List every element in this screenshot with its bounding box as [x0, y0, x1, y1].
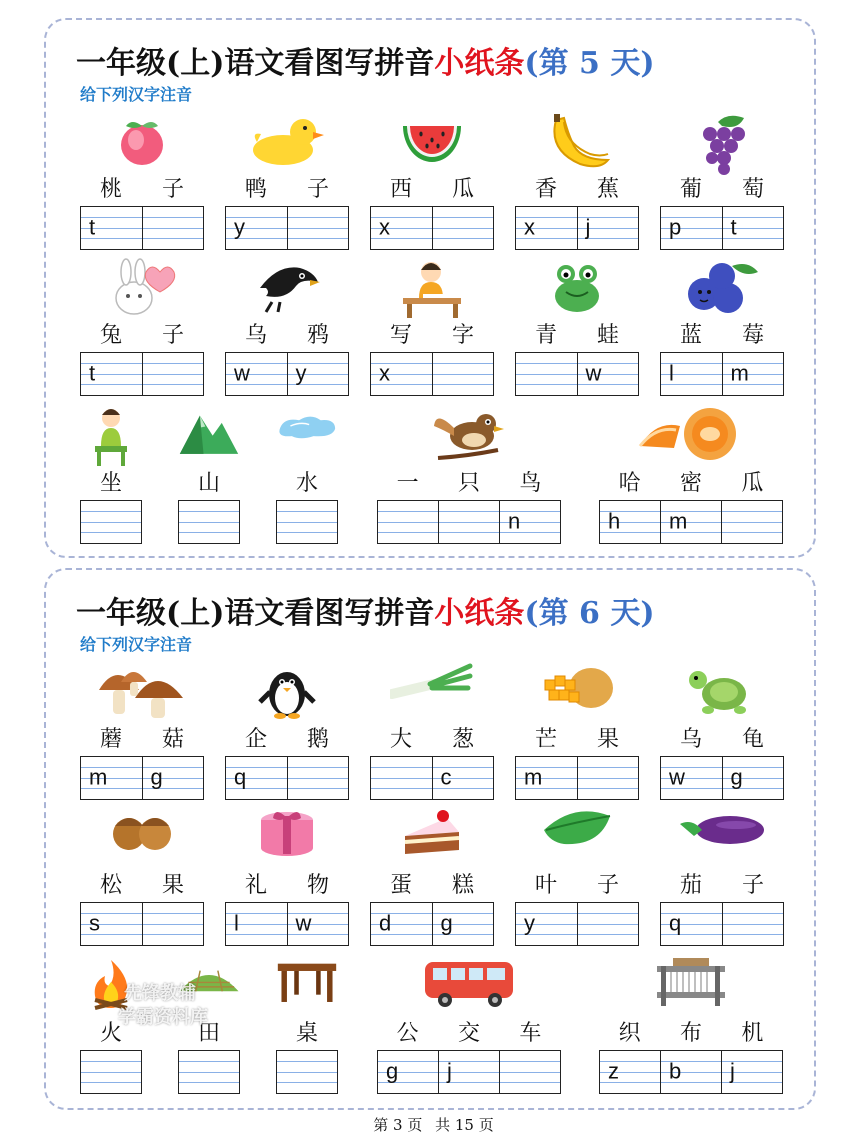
- pinyin-box[interactable]: [722, 501, 782, 543]
- pinyin-box[interactable]: [81, 353, 143, 395]
- hanzi-label: [225, 722, 349, 753]
- pinyin-writing-boxes: [370, 352, 494, 396]
- pinyin-writing-boxes: [225, 756, 349, 800]
- pinyin-writing-boxes: [377, 1050, 561, 1094]
- pinyin-initial: m: [669, 508, 688, 534]
- pinyin-box[interactable]: [661, 903, 723, 945]
- table-icon: [276, 956, 338, 1006]
- pinyin-initial: h: [608, 508, 621, 534]
- hanzi-char: 企: [244, 727, 267, 752]
- hanzi-char: 松: [99, 873, 122, 898]
- pinyin-box[interactable]: [578, 207, 639, 249]
- penguin-icon: [225, 662, 349, 720]
- worksheet-day5: [44, 18, 816, 558]
- pinyin-box[interactable]: [226, 757, 288, 799]
- pinyin-writing-boxes: [225, 206, 349, 250]
- pinyin-box[interactable]: [578, 353, 639, 395]
- pinyin-box[interactable]: [661, 501, 722, 543]
- pinyin-box[interactable]: [143, 757, 204, 799]
- pinyin-initial: d: [379, 910, 392, 936]
- pinyin-box[interactable]: [433, 353, 494, 395]
- pinyin-initial: j: [585, 214, 591, 240]
- worksheet-title: 一年级(上)语文看图写拼音小纸条(第 6 天): [76, 596, 655, 631]
- pinyin-box[interactable]: [371, 353, 433, 395]
- pinyin-writing-boxes: [370, 756, 494, 800]
- hanzi-char: 西: [389, 177, 412, 202]
- pinyin-box[interactable]: [439, 501, 500, 543]
- hanzi-label: [225, 172, 349, 203]
- pinyin-initial: t: [89, 360, 96, 386]
- pinyin-box[interactable]: [433, 757, 494, 799]
- hanzi-char: 水: [295, 471, 318, 496]
- hanzi-label: [660, 172, 784, 203]
- hanzi-label: [370, 318, 494, 349]
- hanzi-char: 兔: [99, 323, 122, 348]
- hanzi-char: 只: [457, 471, 480, 496]
- hanzi-label: [377, 1016, 561, 1047]
- hanzi-char: 蛋: [389, 873, 412, 898]
- pinyin-box[interactable]: [500, 501, 560, 543]
- hanzi-char: 葡: [679, 177, 702, 202]
- hanzi-char: 子: [161, 323, 184, 348]
- hanzi-char: 一: [396, 471, 419, 496]
- cake-icon: [370, 808, 494, 858]
- mango-icon: [515, 662, 639, 716]
- pinyin-initial: x: [379, 360, 390, 386]
- pinyin-writing-boxes: [599, 1050, 783, 1094]
- pinyin-writing-boxes: [370, 902, 494, 946]
- pinyin-box[interactable]: [600, 501, 661, 543]
- pinyin-box[interactable]: [288, 757, 349, 799]
- hanzi-char: 子: [306, 177, 329, 202]
- hanzi-label: [370, 868, 494, 899]
- instruction-text: 给下列汉字注音: [80, 85, 193, 104]
- pinyin-writing-boxes: [178, 1050, 240, 1094]
- hanzi-char: 青: [534, 323, 557, 348]
- pinyin-box[interactable]: [81, 757, 143, 799]
- hanzi-char: 公: [396, 1021, 419, 1046]
- hanzi-char: 哈: [618, 471, 641, 496]
- hanzi-label: [599, 466, 783, 497]
- pinyin-initial: n: [508, 508, 521, 534]
- hanzi-char: 瓜: [741, 471, 764, 496]
- hanzi-char: 果: [596, 727, 619, 752]
- pinyin-writing-boxes: [276, 500, 338, 544]
- pinyin-box[interactable]: [661, 207, 723, 249]
- hanzi-label: [660, 318, 784, 349]
- pinyin-box[interactable]: [277, 501, 337, 543]
- hanzi-char: 田: [197, 1021, 220, 1046]
- pinyin-initial: c: [440, 764, 452, 790]
- hanzi-char: 鹅: [306, 727, 329, 752]
- hanzi-char: 织: [618, 1021, 641, 1046]
- pinyin-box[interactable]: [288, 207, 349, 249]
- rabbit-icon: [80, 258, 204, 318]
- hanzi-char: 香: [534, 177, 557, 202]
- pinyin-writing-boxes: [80, 902, 204, 946]
- pinyin-box[interactable]: [143, 207, 204, 249]
- peach-icon: [80, 112, 204, 172]
- hanzi-char: 蘑: [99, 727, 122, 752]
- pinyin-box[interactable]: [433, 207, 494, 249]
- pinyin-initial: m: [89, 764, 108, 790]
- pinyin-writing-boxes: [515, 902, 639, 946]
- hanzi-label: [178, 466, 240, 497]
- hanzi-char: 坐: [99, 471, 122, 496]
- hanzi-label: [515, 722, 639, 753]
- hanzi-char: 糕: [451, 873, 474, 898]
- banana-icon: [515, 112, 639, 172]
- pinyin-box[interactable]: [81, 501, 141, 543]
- hanzi-label: [660, 722, 784, 753]
- pinyin-initial: y: [234, 214, 245, 240]
- pinyin-box[interactable]: [226, 903, 288, 945]
- hanzi-char: 萄: [741, 177, 764, 202]
- hanzi-char: 鸭: [244, 177, 267, 202]
- frog-icon: [515, 258, 639, 316]
- pinyin-initial: l: [234, 910, 239, 936]
- pinyin-initial: g: [150, 764, 163, 790]
- pinyin-writing-boxes: [660, 902, 784, 946]
- watermark: 先锋教辅 学霸资料库: [118, 983, 208, 1028]
- instruction-text: 给下列汉字注音: [80, 635, 193, 654]
- hanzi-char: 大: [389, 727, 412, 752]
- pinyin-box[interactable]: [371, 757, 433, 799]
- hanzi-label: [599, 1016, 783, 1047]
- pinyin-box[interactable]: [226, 353, 288, 395]
- pinyin-box[interactable]: [179, 501, 239, 543]
- blueberry-icon: [660, 258, 784, 318]
- pinyin-initial: x: [524, 214, 535, 240]
- sitting-child-icon: [80, 406, 142, 468]
- pinyin-writing-boxes: [599, 500, 783, 544]
- hanzi-char: 鸦: [306, 323, 329, 348]
- pinyin-box[interactable]: [722, 1051, 782, 1093]
- pinyin-writing-boxes: [370, 206, 494, 250]
- pinyin-writing-boxes: [660, 206, 784, 250]
- hanzi-label: [276, 1016, 338, 1047]
- pinyin-box[interactable]: [661, 757, 723, 799]
- hanzi-label: [80, 868, 204, 899]
- pinyin-initial: s: [89, 910, 100, 936]
- hanzi-char: 叶: [534, 873, 557, 898]
- page-footer: [0, 1114, 867, 1135]
- pinyin-initial: g: [440, 910, 453, 936]
- page-number: 第 3 页: [373, 1116, 423, 1134]
- pinyin-writing-boxes: [80, 1050, 142, 1094]
- pinyin-box[interactable]: [723, 353, 784, 395]
- hanzi-char: 莓: [741, 323, 764, 348]
- hanzi-char: 芒: [534, 727, 557, 752]
- cantaloupe-icon: [599, 406, 783, 464]
- hanzi-label: [370, 172, 494, 203]
- pinyin-writing-boxes: [80, 206, 204, 250]
- hanzi-char: 礼: [244, 873, 267, 898]
- hanzi-char: 物: [306, 873, 329, 898]
- worksheet-title: 一年级(上)语文看图写拼音小纸条(第 5 天): [76, 46, 655, 81]
- hanzi-char: 龟: [741, 727, 764, 752]
- hanzi-char: 交: [457, 1021, 480, 1046]
- hanzi-char: 车: [519, 1021, 542, 1046]
- crow-icon: [225, 258, 349, 314]
- pinyin-initial: y: [295, 360, 307, 386]
- pinyin-writing-boxes: [660, 352, 784, 396]
- mushroom-icon: [80, 662, 204, 722]
- pinyin-writing-boxes: [225, 902, 349, 946]
- pinyin-writing-boxes: [225, 352, 349, 396]
- pinyin-box[interactable]: [226, 207, 288, 249]
- hanzi-char: 桃: [99, 177, 122, 202]
- pinyin-writing-boxes: [515, 352, 639, 396]
- pinyin-box[interactable]: [600, 1051, 661, 1093]
- hanzi-char: 蛙: [596, 323, 619, 348]
- pinyin-box[interactable]: [578, 757, 639, 799]
- pinyin-box[interactable]: [516, 757, 578, 799]
- pinyin-initial: t: [730, 214, 737, 240]
- gift-icon: [225, 808, 349, 856]
- pinyin-box[interactable]: [288, 353, 349, 395]
- page-total: 共 15 页: [435, 1116, 494, 1134]
- pinyin-box[interactable]: [371, 903, 433, 945]
- hanzi-char: 山: [197, 471, 220, 496]
- bird-icon: [377, 406, 561, 470]
- hanzi-label: [515, 318, 639, 349]
- hanzi-char: 茄: [679, 873, 702, 898]
- hanzi-label: [80, 172, 204, 203]
- hanzi-char: 子: [741, 873, 764, 898]
- hanzi-label: [80, 722, 204, 753]
- hanzi-label: [225, 868, 349, 899]
- hanzi-char: 鸟: [519, 471, 542, 496]
- hanzi-label: [80, 318, 204, 349]
- pinyin-box[interactable]: [516, 207, 578, 249]
- hanzi-label: [377, 466, 561, 497]
- hanzi-char: 子: [161, 177, 184, 202]
- pinyin-box[interactable]: [371, 207, 433, 249]
- pinyin-box[interactable]: [516, 353, 578, 395]
- pinyin-box[interactable]: [179, 1051, 239, 1093]
- pinyin-box[interactable]: [433, 903, 494, 945]
- pinyin-writing-boxes: [276, 1050, 338, 1094]
- pinyin-box[interactable]: [439, 1051, 500, 1093]
- hanzi-char: 字: [451, 323, 474, 348]
- pinyin-box[interactable]: [81, 1051, 141, 1093]
- hanzi-char: 布: [679, 1021, 702, 1046]
- pinyin-box[interactable]: [578, 903, 639, 945]
- pinyin-initial: q: [234, 764, 247, 790]
- hanzi-char: 葱: [451, 727, 474, 752]
- pinyin-box[interactable]: [661, 1051, 722, 1093]
- pinyin-writing-boxes: [660, 756, 784, 800]
- hanzi-char: 机: [741, 1021, 764, 1046]
- pinyin-box[interactable]: [500, 1051, 560, 1093]
- pinyin-box[interactable]: [378, 1051, 439, 1093]
- hanzi-label: [370, 722, 494, 753]
- pinyin-initial: m: [730, 360, 749, 386]
- water-icon: [276, 406, 338, 446]
- hanzi-char: 桌: [295, 1021, 318, 1046]
- pinyin-initial: p: [669, 214, 682, 240]
- pinecone-icon: [80, 808, 204, 856]
- hanzi-char: 子: [596, 873, 619, 898]
- mountain-icon: [178, 406, 240, 458]
- pinyin-writing-boxes: [80, 500, 142, 544]
- pinyin-box[interactable]: [723, 757, 784, 799]
- eggplant-icon: [660, 808, 784, 848]
- pinyin-box[interactable]: [277, 1051, 337, 1093]
- pinyin-box[interactable]: [143, 903, 204, 945]
- pinyin-box[interactable]: [81, 903, 143, 945]
- pinyin-initial: y: [524, 910, 535, 936]
- hanzi-label: [515, 868, 639, 899]
- pinyin-initial: w: [669, 764, 685, 790]
- turtle-icon: [660, 662, 784, 718]
- pinyin-writing-boxes: [80, 756, 204, 800]
- bus-icon: [377, 956, 561, 1010]
- hanzi-label: [515, 172, 639, 203]
- pinyin-box[interactable]: [723, 207, 784, 249]
- pinyin-initial: t: [89, 214, 96, 240]
- hanzi-char: 写: [389, 323, 412, 348]
- grape-icon: [660, 112, 784, 176]
- pinyin-box[interactable]: [288, 903, 349, 945]
- pinyin-initial: j: [730, 1058, 735, 1084]
- writing-child-icon: [370, 258, 494, 320]
- hanzi-char: 果: [161, 873, 184, 898]
- hanzi-label: [660, 868, 784, 899]
- hanzi-char: 乌: [244, 323, 267, 348]
- leaf-icon: [515, 808, 639, 852]
- pinyin-initial: w: [585, 360, 602, 386]
- pinyin-box[interactable]: [723, 903, 784, 945]
- pinyin-writing-boxes: [80, 352, 204, 396]
- pinyin-initial: w: [234, 360, 250, 386]
- hanzi-char: 蓝: [679, 323, 702, 348]
- hanzi-label: [276, 466, 338, 497]
- hanzi-char: 菇: [161, 727, 184, 752]
- hanzi-char: 乌: [679, 727, 702, 752]
- hanzi-char: 蕉: [596, 177, 619, 202]
- pinyin-initial: x: [379, 214, 390, 240]
- hanzi-label: [225, 318, 349, 349]
- pinyin-writing-boxes: [178, 500, 240, 544]
- pinyin-initial: g: [386, 1058, 399, 1084]
- pinyin-initial: q: [669, 910, 682, 936]
- pinyin-initial: z: [608, 1058, 619, 1084]
- pinyin-writing-boxes: [515, 206, 639, 250]
- pinyin-initial: w: [295, 910, 312, 936]
- scallion-icon: [370, 662, 494, 706]
- hanzi-label: [80, 466, 142, 497]
- pinyin-box[interactable]: [661, 353, 723, 395]
- hanzi-char: 瓜: [451, 177, 474, 202]
- loom-icon: [599, 956, 783, 1008]
- hanzi-char: 密: [679, 471, 702, 496]
- duck-icon: [225, 112, 349, 168]
- pinyin-box[interactable]: [378, 501, 439, 543]
- pinyin-box[interactable]: [81, 207, 143, 249]
- pinyin-initial: j: [447, 1058, 452, 1084]
- pinyin-box[interactable]: [143, 353, 204, 395]
- pinyin-initial: l: [669, 360, 674, 386]
- pinyin-initial: b: [669, 1058, 682, 1084]
- hanzi-char: 火: [99, 1021, 122, 1046]
- pinyin-box[interactable]: [516, 903, 578, 945]
- pinyin-initial: g: [730, 764, 743, 790]
- pinyin-initial: m: [524, 764, 543, 790]
- pinyin-writing-boxes: [377, 500, 561, 544]
- watermelon-icon: [370, 112, 494, 168]
- pinyin-writing-boxes: [515, 756, 639, 800]
